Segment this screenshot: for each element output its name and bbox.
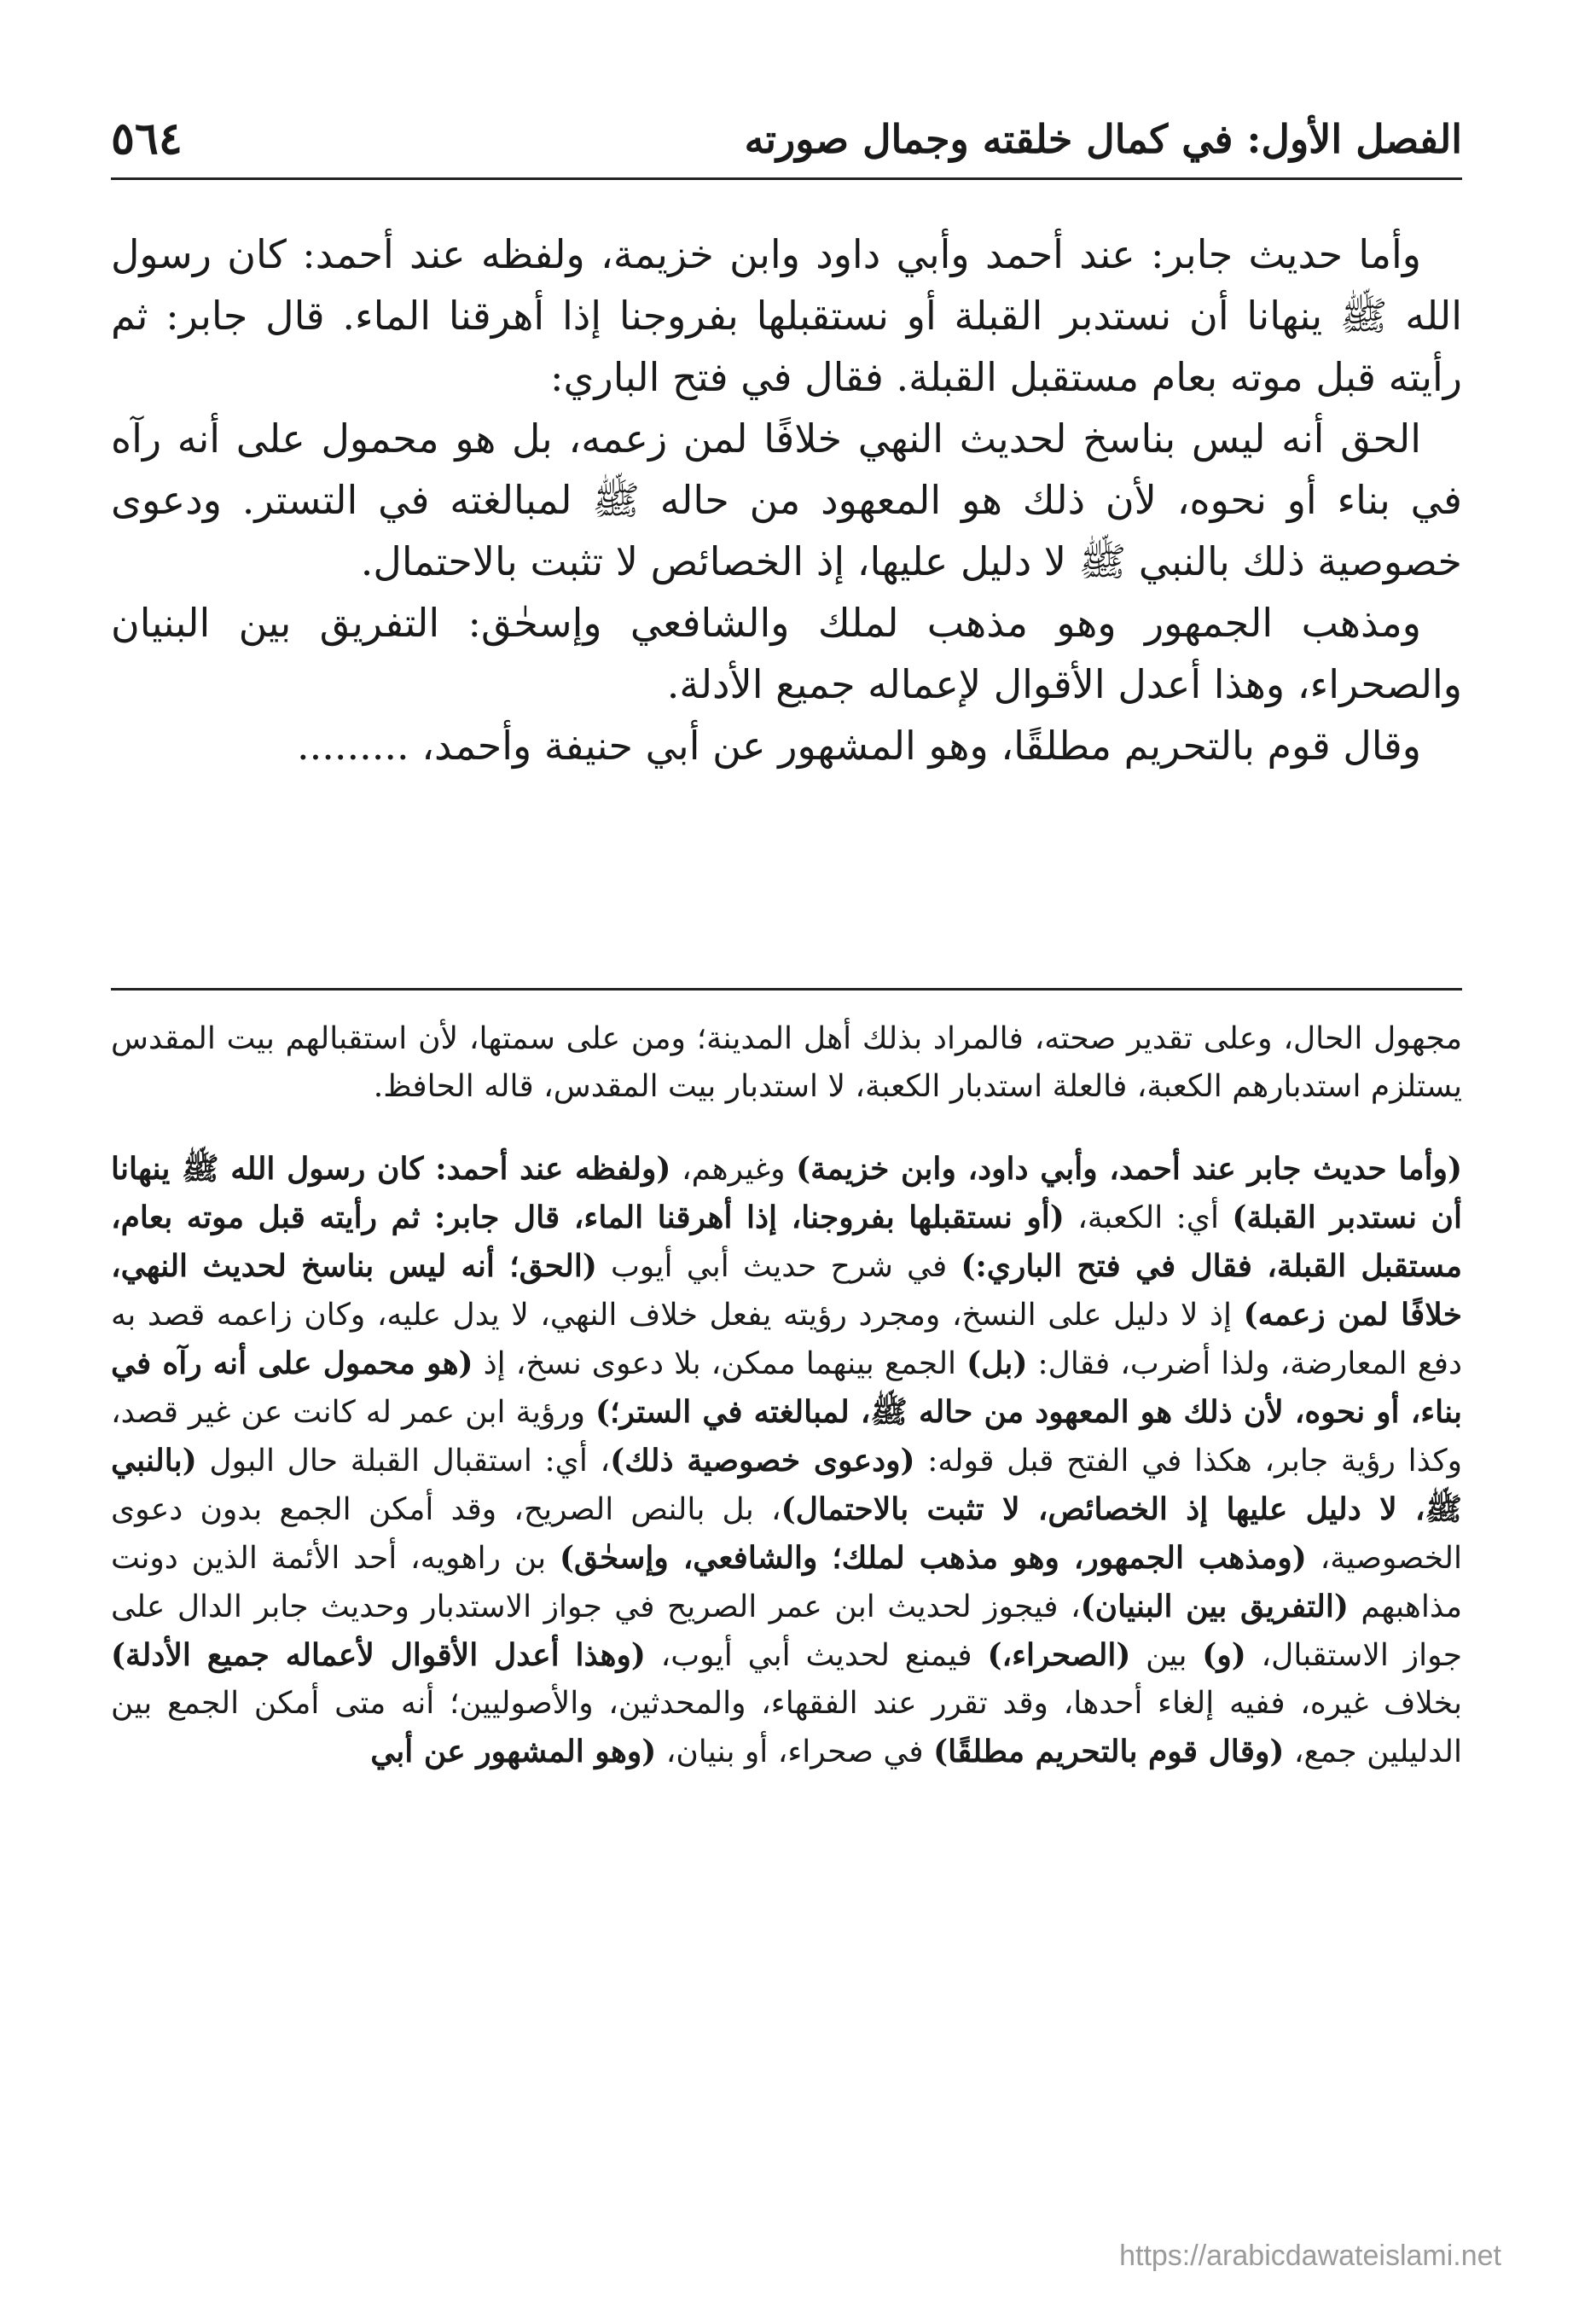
explanation-text: في شرح حديث أبي أيوب: [596, 1249, 961, 1284]
quoted-text: (ولفظه عند أحمد: كان رسول الله ﷺ ينهانا أن نستدبر القبلة): [111, 1151, 1462, 1235]
section-divider: [111, 988, 1462, 991]
explanation-text: ، بل بالنص الصريح، وقد أمكن الجمع بدون دعوى الخصوصية،: [111, 1492, 1463, 1576]
quoted-text: (وهو المشهور عن أبي: [370, 1734, 657, 1769]
main-paragraph: ومذهب الجمهور وهو مذهب لملك والشافعي وإسحٰق: التفريق بين البنيان والصحراء، وهذا أعدل الأقوال لإعماله جميع الأدلة.: [111, 600, 1462, 707]
explanation-text: ، أي: استقبال القبلة حال البول: [196, 1444, 611, 1479]
quoted-text: (بالنبي ﷺ، لا دليل عليها إذ الخصائص، لا تثبت بالاحتمال): [111, 1443, 1462, 1527]
quoted-text: (هو محمول على أنه رآه في بناء، أو نحوه، لأن ذلك هو المعهود من حاله ﷺ، لمبالغته في الستر؛): [111, 1345, 1463, 1430]
commentary-paragraph: [111, 1145, 1462, 1776]
explanation-text: وغيرهم،: [670, 1152, 797, 1187]
explanation-text: بخلاف غيره، ففيه إلغاء أحدها، وقد تقرر عند الفقهاء، والمحدثين، والأصوليين؛ أنه متى أمكن الجمع بين الدليلين جمع،: [111, 1686, 1463, 1769]
quoted-text: (وقال قوم بالتحريم مطلقًا): [933, 1734, 1285, 1769]
explanation-text: إذ لا دليل على النسخ، ومجرد رؤيته يفعل خلاف النهي، لا يدل عليه، وكان زاعمه قصد به دفع المعارضة، ولذا أضرب، فقال:: [111, 1298, 1462, 1381]
watermark-url: https://arabicdawateislami.net: [1119, 2240, 1501, 2272]
quoted-text: (و): [1202, 1637, 1246, 1673]
quoted-text: (وهذا أعدل الأقوال لأعماله جميع الأدلة): [111, 1637, 646, 1673]
main-paragraph: وقال قوم بالتحريم مطلقًا، وهو المشهور عن أبي حنيفة وأحمد، .........: [296, 723, 1421, 769]
explanation-text: ، فيجوز لحديث ابن عمر الصريح في جواز الاستدبار وحديث جابر الدال على جواز الاستقبال،: [111, 1589, 1462, 1673]
quoted-text: (الحق؛ أنه ليس بناسخ لحديث النهي، خلافًا لمن زعمه): [111, 1248, 1462, 1333]
quoted-text: (ومذهب الجمهور، وهو مذهب لملك؛ والشافعي، وإسحٰق): [559, 1540, 1307, 1576]
page-header: [111, 101, 1462, 180]
explanation-text: الجمع بينهما ممكن، بلا دعوى نسخ، إذ: [473, 1346, 967, 1381]
page-number: ٥٦٤: [111, 113, 183, 165]
commentary-paragraph: مجهول الحال، وعلى تقدير صحته، فالمراد بذلك أهل المدينة؛ ومن على سمتها، لأن استقبالهم بيت المقدس يستلزم استدبارهم الكعبة، فالعلة استدبار الكعبة، لا استدبار بيت المقدس، قاله الحافظ.: [111, 1021, 1462, 1104]
quoted-text: (الصحراء،): [987, 1637, 1131, 1673]
chapter-title: الفصل الأول: في كمال خلقته وجمال صورته: [744, 116, 1462, 162]
explanation-text: في صحراء، أو بنيان،: [656, 1734, 934, 1769]
quoted-text: (أو نستقبلها بفروجنا، إذا أهرقنا الماء، قال جابر: ثم رأيته قبل موته بعام، مستقبل القبلة، فقال في فتح الباري:): [111, 1200, 1462, 1284]
quoted-text: (التفريق بين البنيان): [1080, 1589, 1349, 1624]
quoted-text: (وأما حديث جابر عند أحمد، وأبي داود، وابن خزيمة): [796, 1151, 1462, 1187]
explanation-text: ورؤية ابن عمر له كانت عن غير قصد، وكذا رؤية جابر، هكذا في الفتح قبل قوله:: [111, 1395, 1462, 1479]
explanation-text: بن راهويه، أحد الأئمة الذين دونت مذاهبهم: [111, 1541, 1462, 1624]
explanation-text: بين: [1130, 1638, 1203, 1673]
explanation-text: فيمنع لحديث أبي أيوب،: [645, 1638, 988, 1673]
explanation-text: أي: الكعبة،: [1064, 1200, 1233, 1235]
quoted-text: (ودعوى خصوصية ذلك): [610, 1443, 915, 1479]
main-paragraph: الحق أنه ليس بناسخ لحديث النهي خلافًا لمن زعمه، بل هو محمول على أنه رآه في بناء أو نحوه، لأن ذلك هو المعهود من حاله ﷺ لمبالغته في التستر. ودعوى خصوصية ذلك بالنبي ﷺ لا دليل عليها، إذ الخصائص لا تثبت بالاحتمال.: [111, 415, 1462, 584]
quoted-text: (بل): [966, 1345, 1028, 1381]
commentary: [111, 1015, 1462, 1776]
main-paragraph: وأما حديث جابر: عند أحمد وأبي داود وابن خزيمة، ولفظه عند أحمد: كان رسول الله ﷺ ينهانا أن نستدبر القبلة أو نستقبلها بفروجنا إذا أهرقنا الماء. قال جابر: ثم رأيته قبل موته بعام مستقبل القبلة. فقال في فتح الباري:: [111, 231, 1462, 400]
main-text: [111, 224, 1462, 776]
